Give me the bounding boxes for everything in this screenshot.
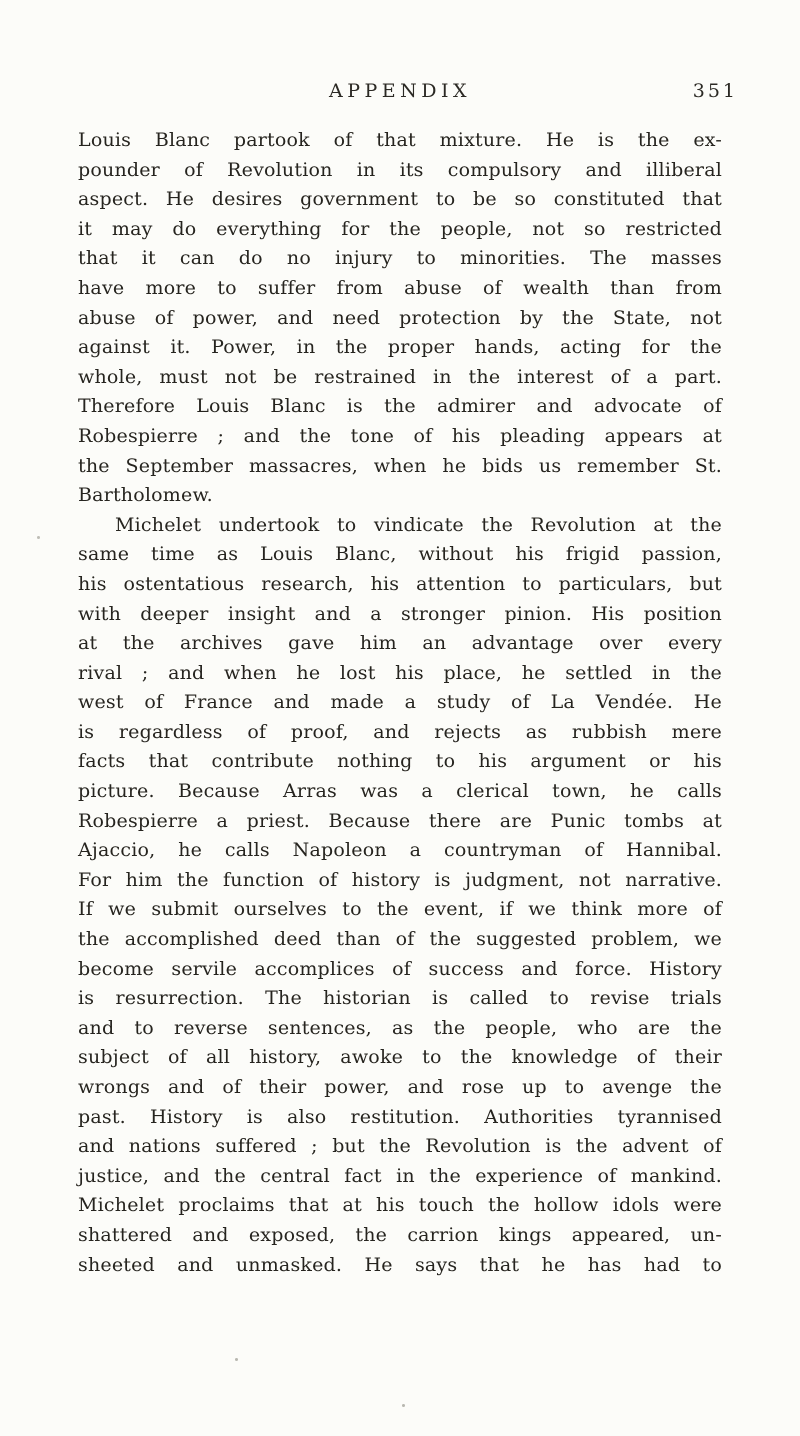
text-line: past. History is also restitution. Authorities tyrannised — [78, 1105, 722, 1128]
text-line: Michelet proclaims that at his touch the hollow idols were — [78, 1194, 722, 1217]
running-title: APPENDIX — [328, 80, 472, 102]
text-line: rival ; and when he lost his place, he settled in the — [78, 661, 722, 684]
text-line: is resurrection. The historian is called to revise trials — [78, 987, 722, 1010]
text-line: Therefore Louis Blanc is the admirer and advocate of — [78, 395, 722, 418]
text-line: his ostentatious research, his attention to particulars, but — [78, 572, 722, 595]
text-line: shattered and exposed, the carrion kings appeared, un- — [78, 1223, 722, 1246]
text-line: Robespierre a priest. Because there are Punic tombs at — [78, 809, 722, 832]
text-line: with deeper insight and a stronger pinion. His position — [78, 602, 722, 625]
text-line: picture. Because Arras was a clerical town, he calls — [78, 780, 722, 803]
text-line: Bartholomew. — [78, 484, 213, 507]
text-line: whole, must not be restrained in the interest of a part. — [78, 365, 722, 388]
text-line: the accomplished deed than of the suggested problem, we — [78, 928, 722, 951]
text-line: against it. Power, in the proper hands, acting for the — [78, 336, 722, 359]
text-line: it may do everything for the people, not so restricted — [78, 217, 722, 240]
text-line: become servile accomplices of success and force. History — [78, 957, 722, 980]
text-line: west of France and made a study of La Vendée. He — [78, 691, 722, 714]
text-line: at the archives gave him an advantage over every — [78, 632, 722, 655]
text-line: Louis Blanc partook of that mixture. He is the ex- — [78, 129, 722, 151]
page-number: 351 — [692, 80, 738, 102]
text-line: same time as Louis Blanc, without his frigid passion, — [78, 543, 722, 566]
text-line: that it can do no injury to minorities. The masses — [78, 247, 722, 270]
text-line: facts that contribute nothing to his argument or his — [78, 750, 722, 773]
page-header — [78, 80, 738, 110]
scan-speck — [37, 536, 40, 539]
paragraph — [78, 126, 722, 511]
text-line: abuse of power, and need protection by the State, not — [78, 306, 722, 329]
text-line: sheeted and unmasked. He says that he has had to — [78, 1253, 722, 1276]
text-line: subject of all history, awoke to the knowledge of their — [78, 1046, 722, 1069]
scan-speck — [235, 1358, 238, 1361]
paragraph — [78, 511, 722, 1280]
text-line: is regardless of proof, and rejects as rubbish mere — [78, 720, 722, 743]
text-line: Ajaccio, he calls Napoleon a countryman of Hannibal. — [78, 839, 722, 862]
text-line: Robespierre ; and the tone of his pleading appears at — [78, 424, 722, 447]
text-line: pounder of Revolution in its compulsory and illiberal — [78, 158, 722, 181]
scan-speck — [402, 1404, 405, 1407]
text-line: and nations suffered ; but the Revolution is the advent of — [78, 1135, 722, 1158]
body-text — [78, 126, 722, 1280]
text-line: For him the function of history is judgment, not narrative. — [78, 868, 722, 891]
text-line: Michelet undertook to vindicate the Revolution at the — [115, 513, 722, 536]
text-line: aspect. He desires government to be so constituted that — [78, 188, 722, 211]
text-line: wrongs and of their power, and rose up to avenge the — [78, 1076, 722, 1098]
text-line: have more to suffer from abuse of wealth than from — [78, 276, 722, 299]
text-line: If we submit ourselves to the event, if we think more of — [78, 898, 722, 921]
text-line: the September massacres, when he bids us remember St. — [78, 454, 722, 477]
text-line: justice, and the central fact in the experience of mankind. — [78, 1164, 722, 1187]
text-line: and to reverse sentences, as the people, who are the — [78, 1016, 722, 1039]
